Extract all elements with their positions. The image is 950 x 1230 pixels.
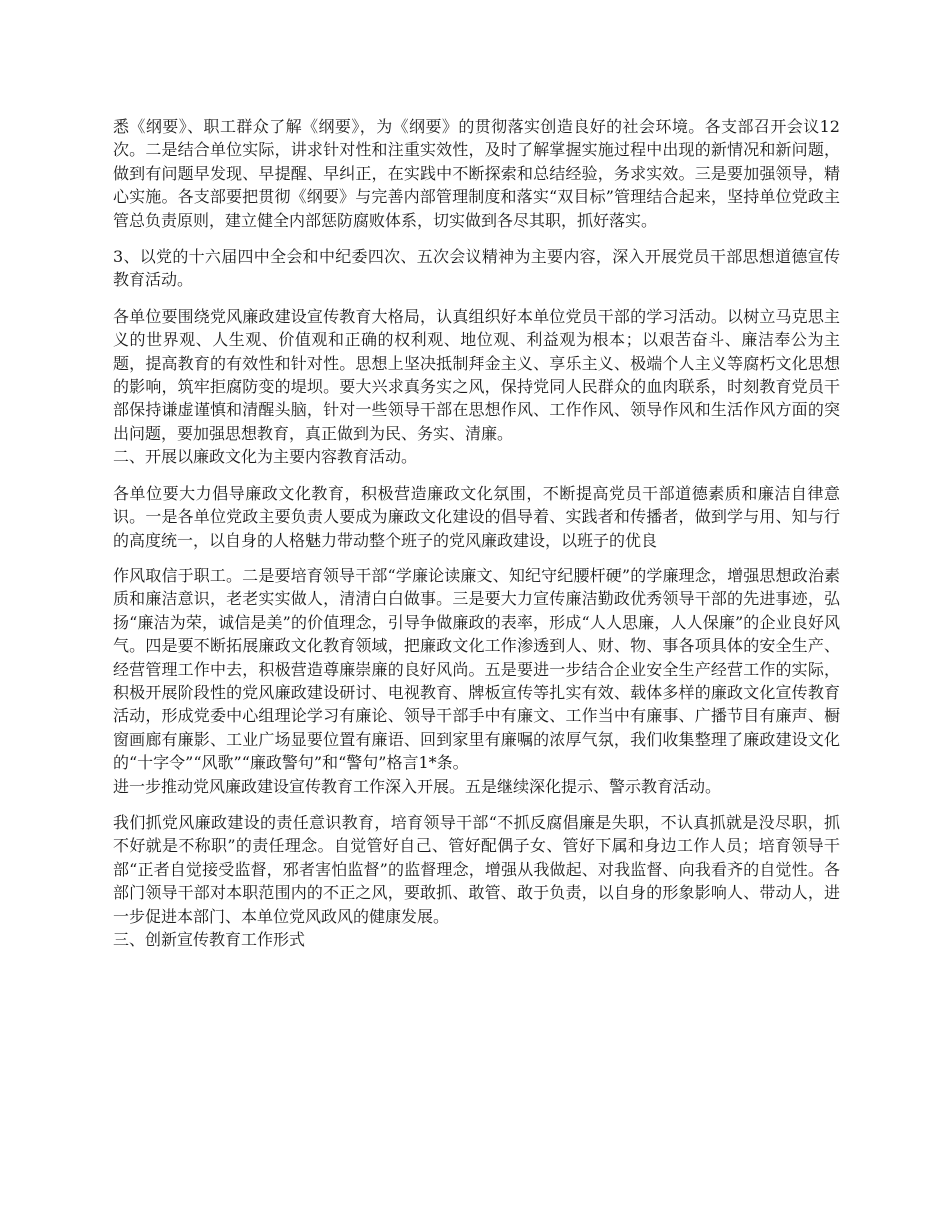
paragraph-5: 各单位要大力倡导廉政文化教育，积极营造廉政文化氛围，不断提高党员干部道德素质和廉洁自律意识。一是各单位党政主要负责人要成为廉政文化建设的倡导着、实践者和传播者，做到学与用、知与行的高度统一，以自身的人格魅力带动整个班子的党风廉政建设，以班子的优良 — [113, 483, 840, 550]
paragraph-8: 我们抓党风廉政建设的责任意识教育，培育领导干部“不抓反腐倡廉是失职，不认真抓就是没尽职，抓不好就是不称职”的责任理念。自觉管好自己、管好配偶子女、管好下属和身边工作人员；培育领导干部“正者自觉接受监督，邪者害怕监督”的监督理念，增强从我做起、对我监督、向我看齐的自觉性。各部门领导干部对本职范围内的不正之风，要敢抓、敢管、敢于负责，以自身的形象影响人、带动人，进一步促进本部门、本单位党风政风的健康发展。 — [113, 812, 840, 926]
paragraph-7: 进一步推动党风廉政建设宣传教育工作深入开展。五是继续深化提示、警示教育活动。 — [113, 776, 722, 796]
paragraph-6: 作风取信于职工。二是要培育领导干部“学廉论读廉文、知纪守纪腰杆硬”的学廉理念，增强思想政治素质和廉洁意识，老老实实做人，清清白白做事。三是要大力宣传廉洁勤政优秀领导干部的先进事迹，弘扬“廉洁为荣，诚信是美”的价值理念，引导争做廉政的表率，形成“人人思廉，人人保廉”的企业良好风气。四是要不断拓展廉政文化教育领域，把廉政文化工作渗透到人、财、物、事各项具体的安全生产、经营管理工作中去，积极营造尊廉崇廉的良好风尚。五是要进一步结合企业安全生产经营工作的实际，积极开展阶段性的党风廉政建设研讨、电视教育、牌板宣传等扎实有效、载体多样的廉政文化宣传教育活动，形成党委中心组理论学习有廉论、领导干部手中有廉文、工作当中有廉事、广播节目有廉声、橱窗画廊有廉影、工业广场显要位置有廉语、回到家里有廉嘱的浓厚气氛，我们收集整理了廉政建设文化的“十字令”“风歌”“廉政警句”和“警句”格言1*条。 — [113, 565, 840, 773]
document-body — [113, 115, 840, 951]
paragraph-1: 悉《纲要》、职工群众了解《纲要》，为《纲要》的贯彻落实创造良好的社会环境。各支部召开会议12次。二是结合单位实际，讲求针对性和注重实效性，及时了解掌握实施过程中出现的新情况和新问题，做到有问题早发现、早提醒、早纠正，在实践中不断探索和总结经验，务求实效。三是要加强领导，精心实施。各支部要把贯彻《纲要》与完善内部管理制度和落实“双目标”管理结合起来，坚持单位党政主管总负责原则，建立健全内部惩防腐败体系，切实做到各尽其职，抓好落实。 — [113, 117, 840, 230]
paragraph-3: 各单位要围绕党风廉政建设宣传教育大格局，认真组织好本单位党员干部的学习活动。以树立马克思主义的世界观、人生观、价值观和正确的权利观、地位观、利益观为根本；以艰苦奋斗、廉洁奉公为主题，提高教育的有效性和针对性。思想上坚决抵制拜金主义、享乐主义、极端个人主义等腐朽文化思想的影响，筑牢拒腐防变的堤坝。要大兴求真务实之风，保持党同人民群众的血肉联系，时刻教育党员干部保持谦虚谨慎和清醒头脑，针对一些领导干部在思想作风、工作作风、领导作风和生活作风方面的突出问题，要加强思想教育，真正做到为民、务实、清廉。 — [113, 306, 840, 443]
section-heading-2: 二、开展以廉政文化为主要内容教育活动。 — [113, 447, 418, 467]
paragraph-2: 3、以党的十六届四中全会和中纪委四次、五次会议精神为主要内容，深入开展党员干部思想道德宣传教育活动。 — [113, 247, 840, 290]
section-heading-3: 三、创新宣传教育工作形式 — [113, 930, 306, 949]
